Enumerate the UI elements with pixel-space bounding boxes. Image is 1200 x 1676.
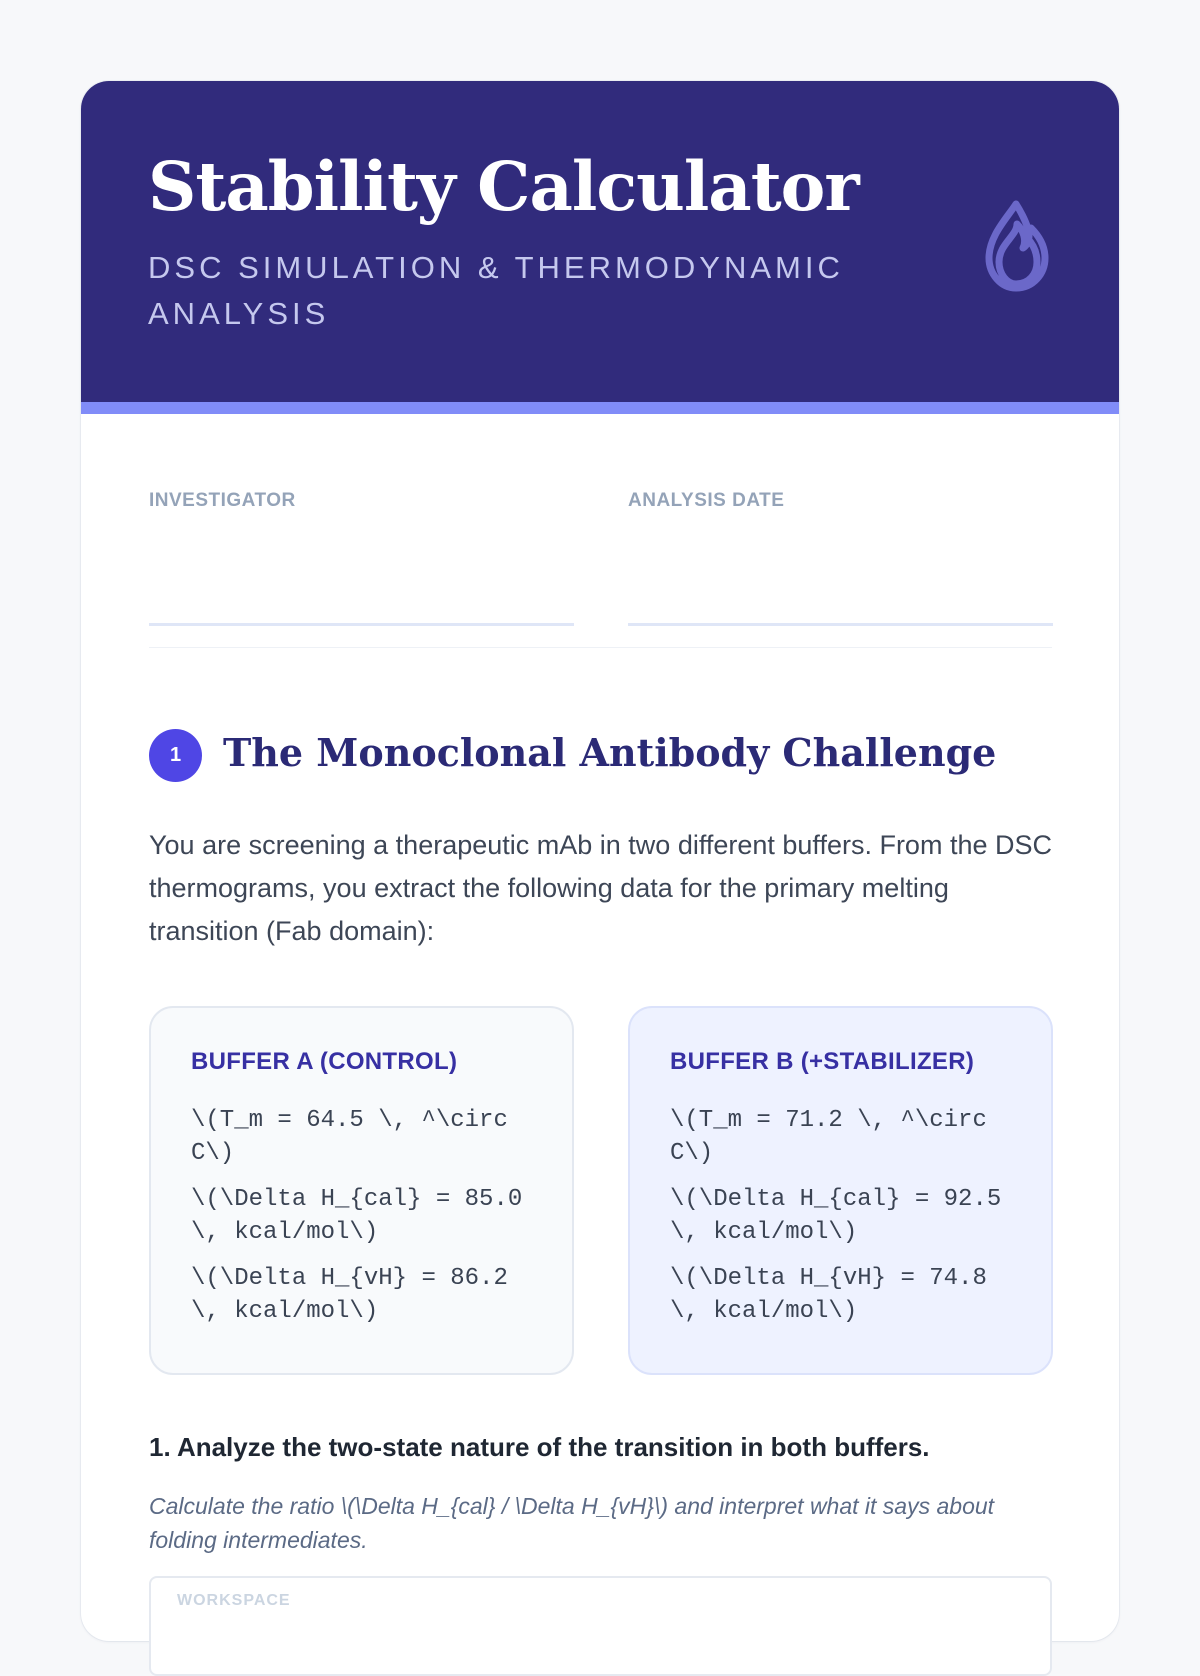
buffer-a-tm: \(T_m = 64.5 \, ^\circ C\): [191, 1107, 508, 1167]
page-title: Stability Calculator: [148, 147, 859, 226]
analysis-date-input[interactable]: [628, 589, 1053, 626]
page-subtitle: DSC SIMULATION & THERMODYNAMIC ANALYSIS: [148, 250, 844, 331]
workspace-label: WORKSPACE: [177, 1592, 291, 1609]
buffer-b-dh-vh: \(\Delta H_{vH} = 74.8 \, kcal/mol\): [670, 1265, 987, 1325]
buffer-a-title: BUFFER A (CONTROL): [191, 1048, 458, 1075]
buffer-a-card: [149, 1006, 574, 1375]
investigator-label: INVESTIGATOR: [149, 490, 296, 511]
step-number-badge: 1: [149, 729, 202, 782]
investigator-input[interactable]: [149, 589, 574, 626]
buffer-b-tm: \(T_m = 71.2 \, ^\circ C\): [670, 1107, 987, 1167]
buffer-b-dh-cal: \(\Delta H_{cal} = 92.5 \, kcal/mol\): [670, 1186, 1002, 1246]
flame-icon: [971, 196, 1061, 296]
question-1-hint: Calculate the ratio \(\Delta H_{cal} / \Delta H_{vH}\) and interpret what it says about folding intermediates.: [149, 1493, 995, 1553]
buffer-a-dh-vh: \(\Delta H_{vH} = 86.2 \, kcal/mol\): [191, 1265, 508, 1325]
section-intro: You are screening a therapeutic mAb in two different buffers. From the DSC thermograms, you extract the following data for the primary melting transition (Fab domain):: [149, 830, 1052, 946]
section-title: The Monoclonal Antibody Challenge: [223, 730, 997, 775]
buffer-b-card: [628, 1006, 1053, 1375]
workspace-area[interactable]: [149, 1576, 1052, 1676]
buffer-a-dh-cal: \(\Delta H_{cal} = 85.0 \, kcal/mol\): [191, 1186, 523, 1246]
question-1: 1. Analyze the two-state nature of the transition in both buffers.: [149, 1432, 930, 1462]
analysis-date-label: ANALYSIS DATE: [628, 490, 785, 511]
buffer-b-title: BUFFER B (+STABILIZER): [670, 1048, 975, 1075]
divider: [149, 647, 1052, 648]
header-banner: [81, 81, 1119, 414]
